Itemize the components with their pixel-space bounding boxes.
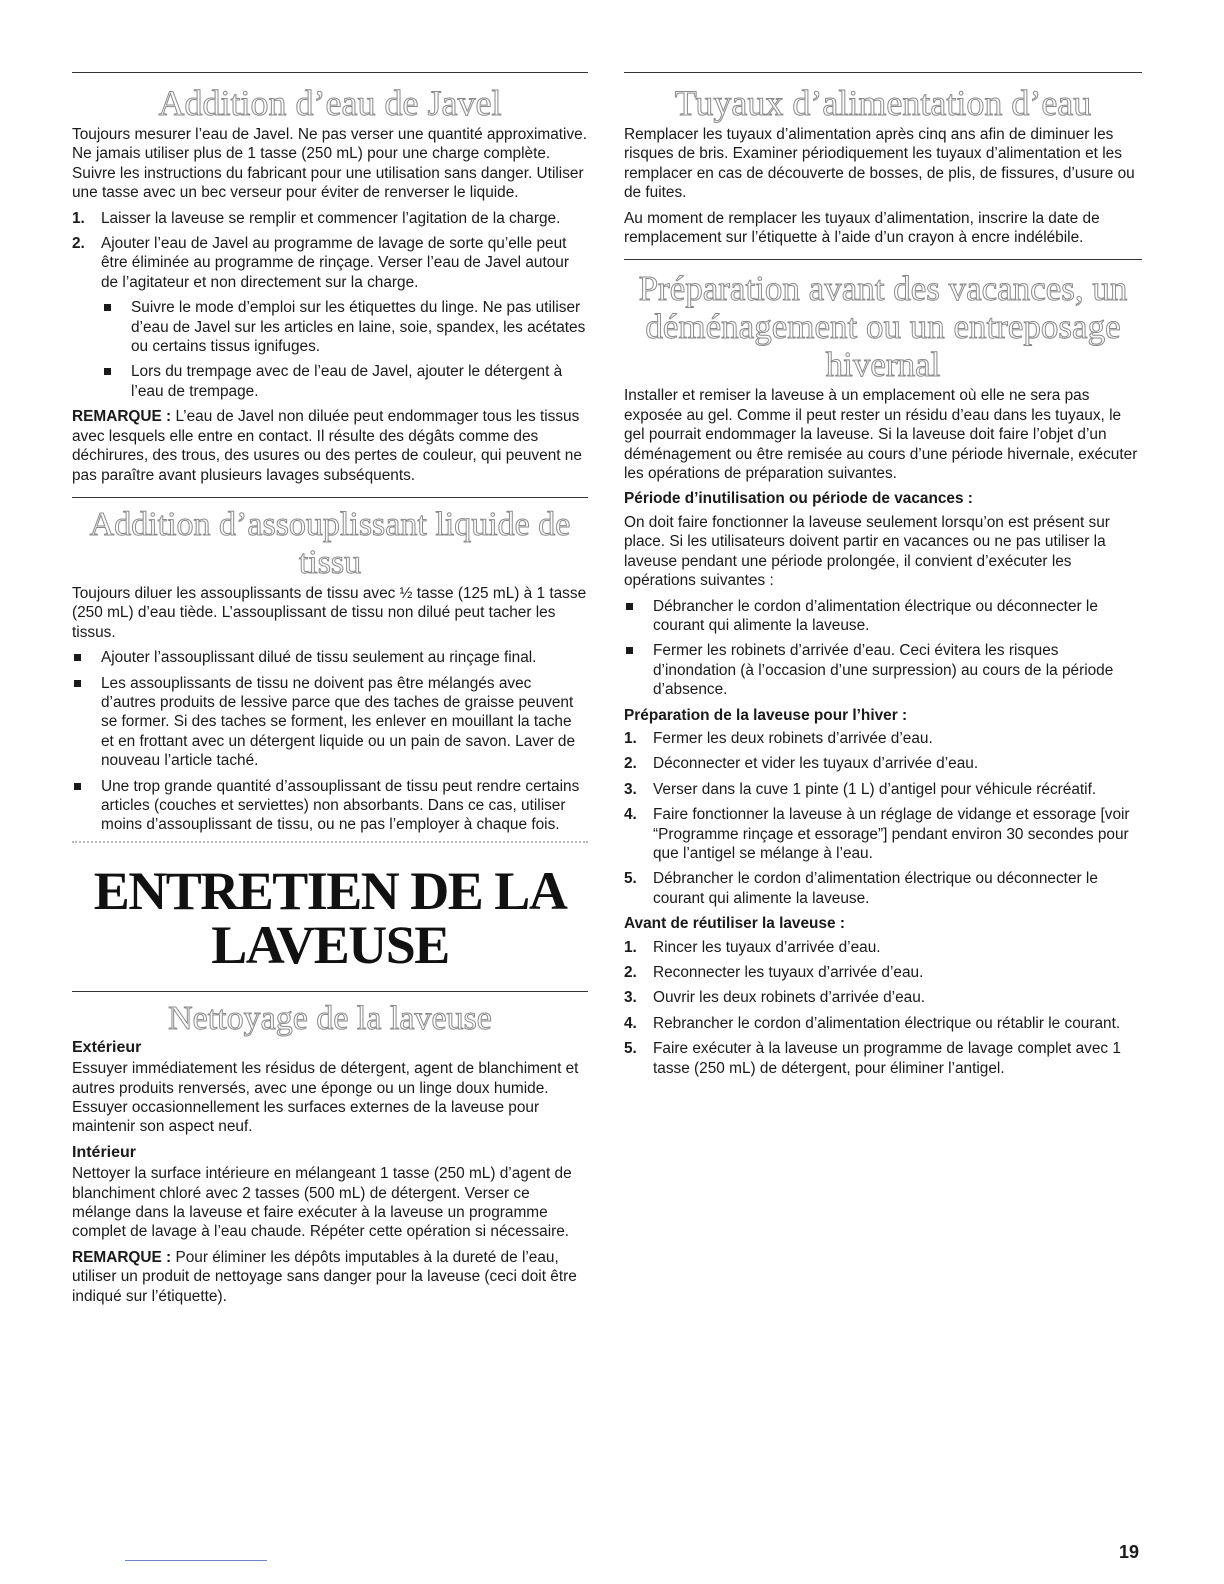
winter-steps xyxy=(624,729,1142,908)
list-item: 5. Faire exécuter à la laveuse un programme de lavage complet avec 1 tasse (250 mL) de détergent, pour éliminer l’antigel. xyxy=(624,1040,1121,1077)
bullet-icon xyxy=(626,603,633,610)
bleach-section-title: Addition d’eau de Javel xyxy=(158,83,502,123)
list-item: 5. Débrancher le cordon d’alimentation électrique ou déconnecter le courant qui alimente la laveuse. xyxy=(624,870,1098,907)
bullet-icon xyxy=(74,783,81,790)
softener-intro: Toujours diluer les assouplissants de tissu avec ½ tasse (125 mL) à 1 tasse (250 mL) d’eau tiède. L’assouplissant de tissu non dilué peut tacher les tissus. xyxy=(72,584,587,641)
bleach-steps xyxy=(72,209,588,293)
list-item: 1. Fermer les deux robinets d’arrivée d’eau. xyxy=(624,729,933,747)
softener-bullets xyxy=(72,648,588,835)
list-item: 3. Ouvrir les deux robinets d’arrivée d’eau. xyxy=(624,989,926,1007)
bullet-icon xyxy=(104,304,111,311)
dotted-divider xyxy=(72,841,588,845)
list-item: Une trop grande quantité d’assouplissant de tissu peut rendre certains articles (couches et serviettes) non absorbants. Dans ce cas, utiliser moins d’assouplissant de tissu, ou ne pas l’employer à chaque fois. xyxy=(72,777,588,835)
bullet-icon xyxy=(626,647,633,654)
list-item: Ajouter l’assouplissant dilué de tissu seulement au rinçage final. xyxy=(72,648,588,667)
list-item: Lors du trempage avec de l’eau de Javel, ajouter le détergent à l’eau de trempage. xyxy=(72,362,588,401)
list-item: 2. Ajouter l’eau de Javel au programme de lavage de sorte qu’elle peut être éliminée au programme de rinçage. Verser l’eau de Javel autour de l’agitateur et non directement sur la charge. xyxy=(72,235,569,291)
bullet-icon xyxy=(74,654,81,661)
bullet-icon xyxy=(74,680,81,687)
bleach-note: REMARQUE : L’eau de Javel non diluée peut endommager tous les tissus avec lesquels elle entre en contact. Il résulte des dégâts comme des déchirures, des trous, des usures ou des pertes de couleur, qui peuvent ne pas paraître avant plusieurs lavages subséquents. xyxy=(72,408,582,484)
list-item: 4. Rebrancher le cordon d’alimentation électrique ou rétablir le courant. xyxy=(624,1014,1121,1032)
vacation-subheading-2: Préparation de la laveuse pour l’hiver : xyxy=(624,706,908,724)
page-number: 19 xyxy=(1119,1542,1140,1562)
list-item: Fermer les robinets d’arrivée d’eau. Ceci évitera les risques d’inondation (à l’occasion d’une surpression) au cours de la période d’absence. xyxy=(624,641,1142,699)
footer-line xyxy=(125,1560,267,1561)
list-item: 2. Reconnecter les tuyaux d’arrivée d’eau. xyxy=(624,964,924,981)
list-item: Débrancher le cordon d’alimentation électrique ou déconnecter le courant qui alimente la laveuse. xyxy=(624,597,1142,636)
vacation-section-title-line1: Préparation avant des vacances, un xyxy=(638,269,1128,309)
softener-section-title: Addition d’assouplissant liquide de tissu xyxy=(89,505,571,581)
hoses-section-title: Tuyaux d’alimentation d’eau xyxy=(674,83,1092,123)
interior-subheading: Intérieur xyxy=(72,1143,137,1161)
hoses-para-2: Au moment de remplacer les tuyaux d’alimentation, inscrire la date de remplacement sur l’étiquette à l’aide d’un crayon à encre indélébile. xyxy=(624,209,1100,247)
cleaning-section-title: Nettoyage de la laveuse xyxy=(168,999,492,1037)
vacation-sub1-text: On doit faire fonctionner la laveuse seulement lorsqu’on est présent sur place. Si les utilisateurs doivent partir en vacances ou ne pas utiliser la laveuse pendant une période prolongée, il convient d’exécuter les opérations suivantes : xyxy=(624,513,1110,590)
bleach-intro: Toujours mesurer l’eau de Javel. Ne pas verser une quantité approximative. Ne jamais utiliser plus de 1 tasse (250 mL) pour une charge complète. Suivre les instructions du fabricant pour une utilisation sans danger. Utiliser une tasse avec un bec verseur pour éviter de renverser le liquide. xyxy=(72,126,587,202)
list-item: 1. Rincer les tuyaux d’arrivée d’eau. xyxy=(624,938,881,956)
section-rule xyxy=(72,72,588,73)
section-rule xyxy=(72,497,588,498)
vacation-section-title-line2: déménagement ou un entreposage hivernal xyxy=(645,307,1121,385)
list-item: 1. Laisser la laveuse se remplir et commencer l’agitation de la charge. xyxy=(72,209,561,227)
cleaning-note: REMARQUE : Pour éliminer les dépôts imputables à la dureté de l’eau, utiliser un produit de nettoyage sans danger pour la laveuse (ceci doit être indiqué sur l’étiquette). xyxy=(72,1248,577,1305)
reuse-steps xyxy=(624,938,1142,1078)
left-column xyxy=(72,0,588,1312)
vacation-bullets xyxy=(624,597,1142,700)
section-rule xyxy=(72,991,588,992)
bullet-icon xyxy=(104,368,111,375)
vacation-subheading-1: Période d’inutilisation ou période de vacances : xyxy=(624,490,973,508)
exterior-subheading: Extérieur xyxy=(72,1038,142,1056)
vacation-intro: Installer et remiser la laveuse à un emplacement où elle ne sera pas exposée au gel. Comme il peut rester un résidu d’eau dans les tuyaux, le gel pourrait endommager la laveuse. Si la laveuse doit faire l’objet d’un déménagement ou être remisée au cours d’une période hivernale, exécuter les opérations de préparation suivantes. xyxy=(624,387,1138,483)
right-column xyxy=(624,0,1142,1084)
section-rule xyxy=(624,259,1142,260)
list-item: Les assouplissants de tissu ne doivent pas être mélangés avec d’autres produits de lessive parce que des taches de graisse peuvent se former. Si des taches se forment, les enlever en mouillant la tache et en frottant avec un détergent liquide ou un pain de savon. Laver de nouveau l’article taché. xyxy=(72,674,588,771)
list-item: 3. Verser dans la cuve 1 pinte (1 L) d’antigel pour véhicule récréatif. xyxy=(624,780,1097,798)
interior-text: Nettoyer la surface intérieure en mélangeant 1 tasse (250 mL) d’agent de blanchiment chloré avec 2 tasses (500 mL) de détergent. Verser ce mélange dans la laveuse et faire exécuter à la laveuse un programme complet de lavage à l’eau chaude. Répéter cette opération si nécessaire. xyxy=(72,1165,572,1241)
chapter-heading-line2: LAVEUSE xyxy=(211,914,449,975)
bleach-bullets xyxy=(72,298,588,401)
list-item: 4. Faire fonctionner la laveuse à un réglage de vidange et essorage [voir “Programme rinçage et essorage”] pendant environ 30 secondes pour que l’antigel se mélange à l’eau. xyxy=(624,806,1130,862)
vacation-subheading-3: Avant de réutiliser la laveuse : xyxy=(624,915,845,933)
list-item: 2. Déconnecter et vider les tuyaux d’arrivée d’eau. xyxy=(624,755,979,773)
exterior-text: Essuyer immédiatement les résidus de détergent, agent de blanchiment et autres produits renversés, avec une éponge ou un linge doux humide. Essuyer occasionnellement les surfaces externes de la laveuse pour maintenir son aspect neuf. xyxy=(72,1060,579,1136)
chapter-heading-line1: ENTRETIEN DE LA xyxy=(93,860,567,921)
hoses-para-1: Remplacer les tuyaux d’alimentation après cinq ans afin de diminuer les risques de bris. Examiner périodiquement les tuyaux d’alimentation et les remplacer en cas de découverte de bosses, de plis, de fissures, d’usure ou de fuites. xyxy=(624,126,1135,202)
section-rule xyxy=(624,72,1142,73)
list-item: Suivre le mode d’emploi sur les étiquettes du linge. Ne pas utiliser d’eau de Javel sur les articles en laine, soie, spandex, les acétates ou certains tissus ignifuges. xyxy=(72,298,588,356)
